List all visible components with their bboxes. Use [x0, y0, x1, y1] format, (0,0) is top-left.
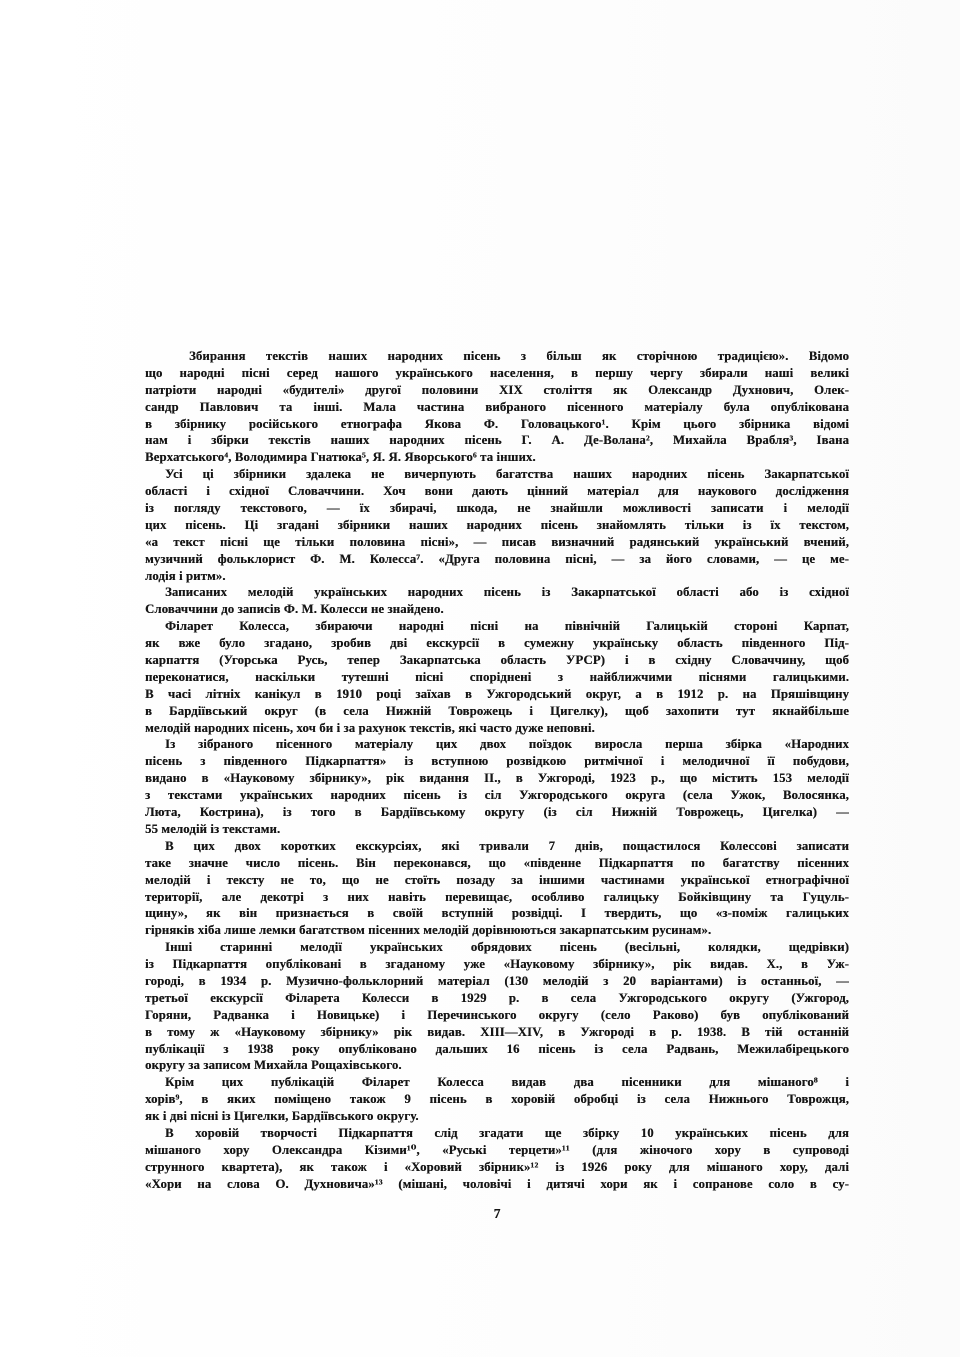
text-line: пісень з південного Підкарпаття» із вступною розвідкою ритмічної і мелодичної її побудови, — [145, 754, 849, 769]
text-line: карпаття (Угорська Русь, тепер Закарпатська область УРСР) і в східну Словаччину, щоб — [145, 653, 849, 668]
text-line: Верхатського⁴, Володимира Гнатюка⁵, Я. Я. Яворського⁶ та інших. — [145, 450, 536, 465]
text-line: переконатися, наскільки тутешні пісні споріднені з найближчими піснями галицькими. — [145, 669, 849, 684]
text-line: що народні пісні серед нашого українського населення, в першу чергу збирали наші великі — [145, 365, 849, 380]
text-line: «Хори на слова О. Духновича»¹³ (мішані, чоловічі і дитячі хори як і сопранове соло в су- — [145, 1176, 849, 1191]
paragraph — [145, 838, 849, 939]
text-line: Філарет Колесса, збираючи народні пісні на північній Галицькій стороні Карпат, — [165, 619, 849, 634]
text-line: лодія і ритм». — [145, 568, 226, 583]
text-line: в тому ж «Науковому збірнику» рік видав. XIII—XIV, в Ужгороді в р. 1938. В тій останній — [145, 1024, 849, 1039]
paragraph — [145, 939, 849, 1074]
text-line: мішаного хору Олександра Кізими¹⁰, «Руські терцети»¹¹ (для жіночого хору в супроводі — [145, 1142, 849, 1157]
text-line: як вже було згадано, зробив дві екскурсії в сумежну українську область південного Під- — [145, 636, 849, 651]
text-line: округу за записом Михайла Рощахівського. — [145, 1058, 402, 1073]
text-line: В цих двох коротких екскурсіях, які тривали 7 днів, пощастилося Колессові записати — [165, 838, 849, 853]
text-line: в Бардіївський округ (в села Нижній Товрожець і Цигелку), щоб захопити тут якнайбільше — [145, 703, 849, 718]
text-line: в збірнику російського етнографа Якова Ф. Головацького¹. Крім цього збірника відомі — [145, 416, 849, 431]
text-line: мелодій народних пісень, хоч би і за рахунок текстів, які часто дуже неповні. — [145, 720, 595, 735]
text-line: області і східної Словаччини. Хоч вони дають цінний матеріал для наукового дослідження — [145, 484, 849, 499]
paragraph — [145, 1125, 849, 1193]
text-line: Словаччини до записів Ф. М. Колесси не знайдено. — [145, 602, 444, 617]
text-line: мелодій і тексту не то, що не стоїть позаду за іншими частинами української етнографічної — [145, 872, 849, 887]
text-line: нам і збірки текстів наших народних пісень Г. А. Де-Волана², Михайла Врабля³, Івана — [145, 433, 849, 448]
text-line: видано в «Науковому збірнику», рік видання ІІ., в Ужгороді, 1923 р., що містить 153 мелодії — [145, 771, 849, 786]
paragraph — [145, 348, 849, 466]
text-line: патріоти народні «будителі» другої половини XIX століття як Олександр Духнович, Олек- — [145, 382, 849, 397]
text-line: В часі літніх канікул в 1910 році заїхав в Ужгородський округ, а в 1912 р. на Пряшівщину — [145, 686, 849, 701]
paragraph — [145, 736, 849, 837]
text-line: публікації з 1938 року опубліковано дальших 16 пісень із села Радвань, Межилабірецького — [145, 1041, 849, 1056]
paragraph — [145, 466, 849, 584]
text-line: цих пісень. Ці згадані збірники наших народних пісень знайомлять тільки із їх текстом, — [145, 517, 849, 532]
paragraph — [145, 618, 849, 736]
text-line: третьої екскурсії Філарета Колесси в 1929 р. в села Ужгородського округу (Ужгород, — [145, 990, 849, 1005]
text-line: «а текст пісні ще тільки половина пісні», — писав визначний радянський український вчений, — [145, 534, 849, 549]
text-line: Із зібраного пісенного матеріалу цих двох поїздок виросла перша збірка «Народних — [165, 737, 849, 752]
text-line: Люта, Кострина), із того в Бардіївському округу (із сіл Нижній Товрожець, Цигелка) — — [145, 805, 849, 820]
text-line: з текстами українських народних пісень із сіл Ужгородського округа (села Ужок, Волосянка, — [145, 788, 849, 803]
paragraph — [145, 584, 849, 618]
text-line: Усі ці збірники здалека не вичерпують багатства наших народних пісень Закарпатської — [165, 467, 849, 482]
page-text — [145, 348, 849, 1193]
text-line: Записаних мелодій українських народних пісень із Закарпатської області або із східної — [165, 585, 849, 600]
text-line: хорів⁹, в яких поміщено також 9 пісень в хоровій обробці із села Нижнього Товрожця, — [145, 1092, 849, 1107]
text-line: території, але декотрі з них навіть перевищає, особливо галицьку Бойківщину та Гуцуль- — [145, 889, 849, 904]
text-line: гірняків хіба лише лемки багатством пісенних мелодій дорівнюються закарпатським русинам». — [145, 923, 712, 938]
text-line: сандр Павлович та інші. Мала частина вибраного пісенного матеріалу була опублікована — [145, 399, 849, 414]
text-line: струнного квартета), як також і «Хоровий збірник»¹² із 1926 року для мішаного хору, далі — [145, 1159, 849, 1174]
text-line: Горяни, Радванка і Новицьке) і Перечинського округу (село Раково) був опублікований — [145, 1007, 849, 1022]
paragraph — [145, 1074, 849, 1125]
text-line: таке значне число пісень. Він переконався, що «південне Підкарпаття по багатству пісенних — [145, 855, 849, 870]
text-line: щину», як він признається в своїй вступній розвідці. І твердить, що «з-поміж галицьких — [145, 906, 849, 921]
text-line: городі, в 1934 р. Музично-фольклорний матеріал (130 мелодій з 20 варіантами) із останньої, — — [145, 973, 849, 988]
text-line: музичний фольклорист Ф. М. Колесса⁷. «Друга половина пісні, — за його словами, — це ме- — [145, 551, 849, 566]
text-line: із погляду текстового, — їх збирачі, шкода, не знайшли можливості записати і мелодії — [145, 501, 849, 516]
text-line: Крім цих публікацій Філарет Колесса видав два пісенники для мішаного⁸ і — [165, 1075, 849, 1090]
text-line: Збирання текстів наших народних пісень з більш як сторічною традицією». Відомо — [189, 349, 849, 363]
text-line: Інші старинні мелодії українських обрядових пісень (весільні, колядки, щедрівки) — [165, 940, 849, 955]
text-line: як і дві пісні із Цигелки, Бардіївського округу. — [145, 1109, 419, 1124]
text-line: В хоровій творчості Підкарпаття слід згадати ще збірку 10 українських пісень для — [165, 1125, 849, 1140]
text-line: із Підкарпаття опубліковані в згаданому уже «Науковому збірнику», рік видав. X., в Уж- — [145, 957, 849, 972]
text-line: 55 мелодій із текстами. — [145, 821, 281, 836]
page-number: 7 — [493, 1206, 501, 1221]
